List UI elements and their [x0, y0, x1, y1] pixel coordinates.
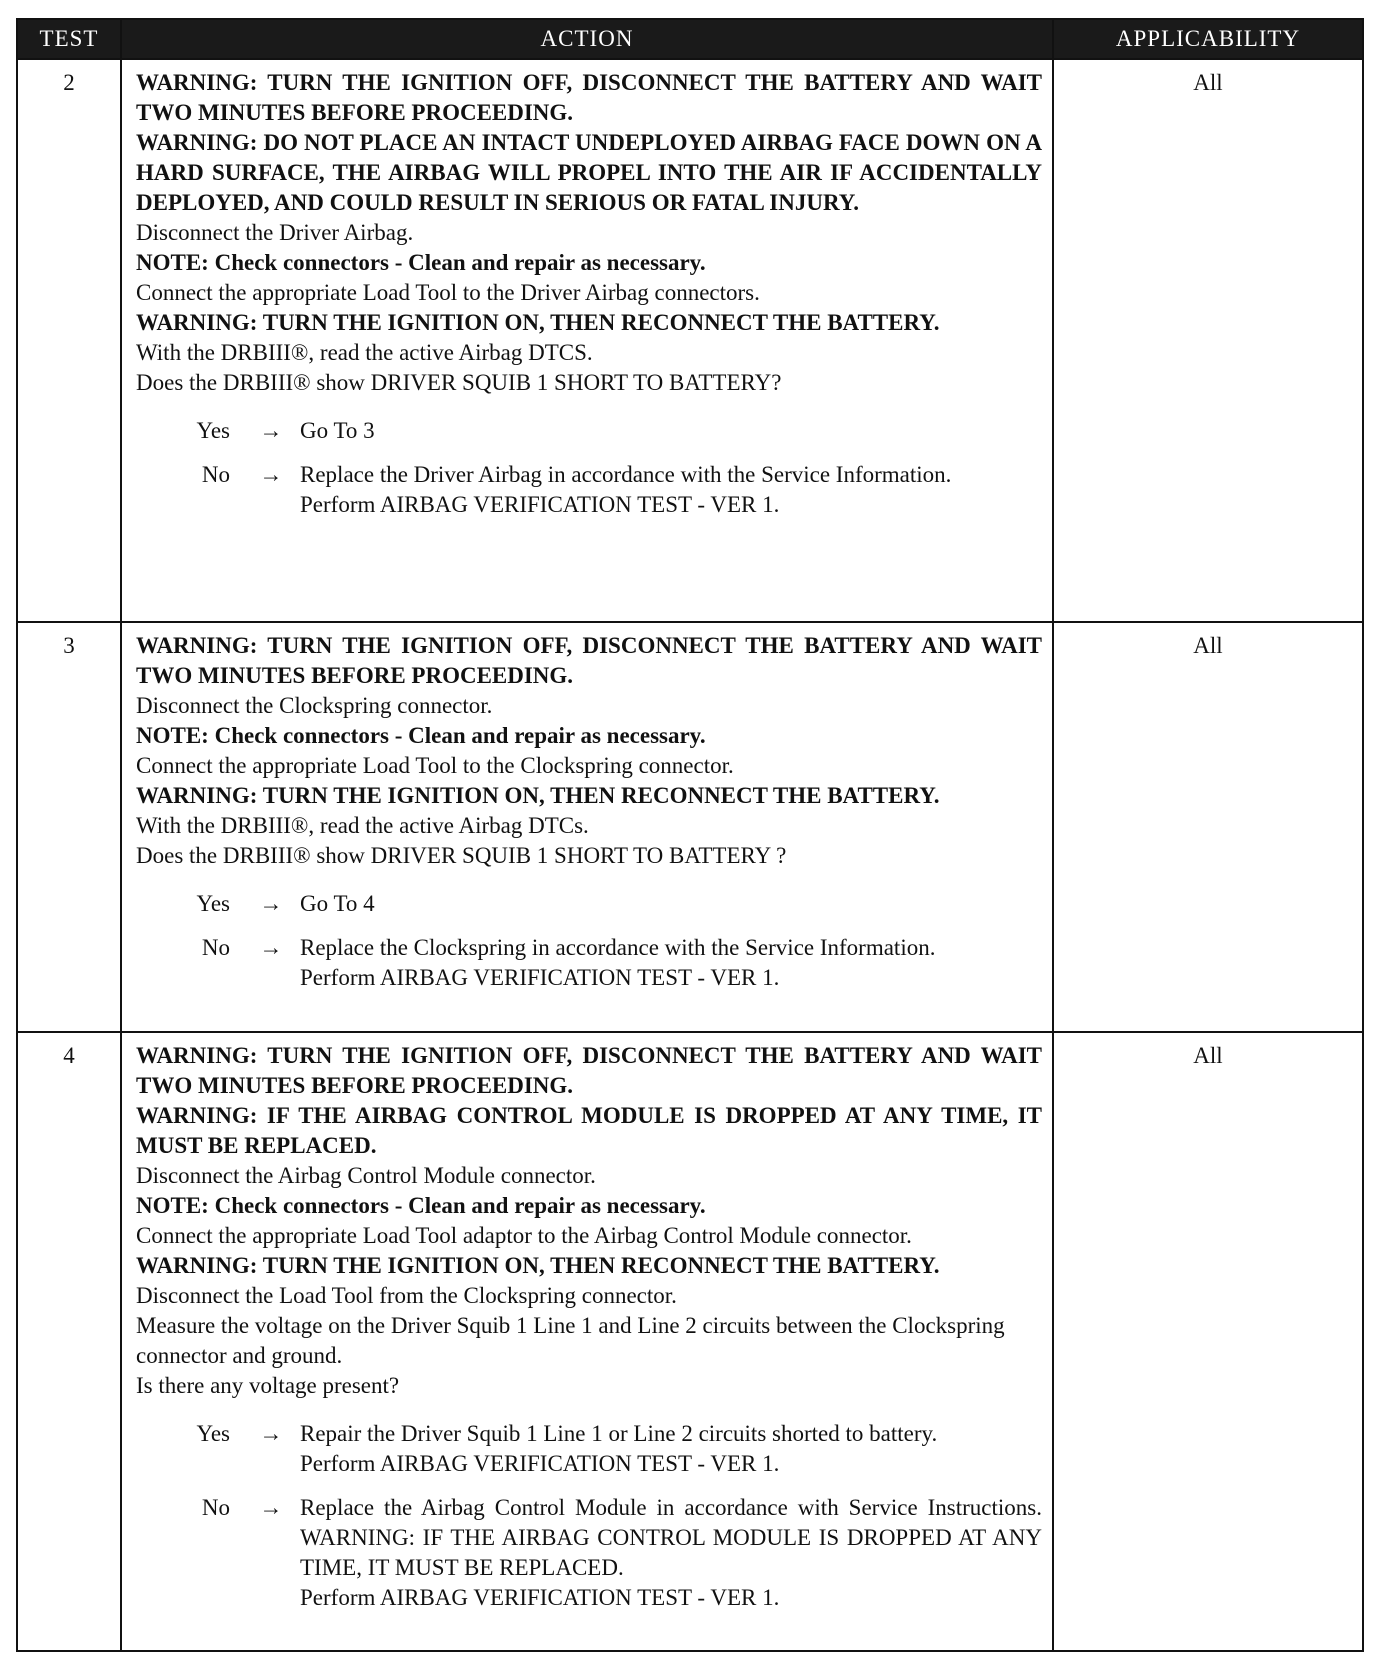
action-column-header: ACTION	[121, 19, 1053, 59]
applicability-column-header: APPLICABILITY	[1053, 19, 1363, 59]
instruction-text: Disconnect the Airbag Control Module connector.	[136, 1163, 596, 1189]
arrow-right-icon: →	[259, 890, 283, 916]
action-cell	[121, 622, 1053, 1032]
applicability-value: All	[1053, 1032, 1363, 1651]
answer-line: Go To 4	[300, 890, 375, 916]
applicability-value: All	[1053, 59, 1363, 622]
instruction-text: Connect the appropriate Load Tool to the Driver Airbag connectors.	[136, 280, 760, 305]
instruction-text: Does the DRBIII® show DRIVER SQUIB 1 SHORT TO BATTERY?	[136, 370, 782, 395]
instruction-text: Disconnect the Clockspring connector.	[136, 692, 493, 718]
arrow-right-icon: →	[259, 418, 283, 443]
test-number: 2	[17, 59, 121, 622]
action-cell	[121, 1032, 1053, 1651]
answer-line: Perform AIRBAG VERIFICATION TEST - VER 1.	[300, 1585, 780, 1611]
answer-no	[136, 933, 1042, 993]
warning-text: NOTE: Check connectors - Clean and repair as necessary.	[136, 250, 706, 275]
arrow-right-icon: →	[259, 934, 283, 960]
instruction-text: With the DRBIII®, read the active Airbag DTCs.	[136, 812, 589, 838]
diagnostic-test-table	[16, 18, 1364, 1652]
instruction-text: Disconnect the Load Tool from the Clockspring connector.	[136, 1283, 677, 1309]
table-row	[17, 59, 1363, 622]
instruction-text: Disconnect the Driver Airbag.	[136, 220, 414, 245]
action-cell	[121, 59, 1053, 622]
table-row	[17, 1032, 1363, 1651]
instruction-text: Connect the appropriate Load Tool to the Clockspring connector.	[136, 752, 734, 778]
answer-label: Yes	[196, 418, 230, 443]
answer-yes	[136, 416, 1042, 446]
warning-text: WARNING: TURN THE IGNITION OFF, DISCONNECT THE BATTERY AND WAIT TWO MINUTES BEFORE PROCEEDING.	[136, 632, 1042, 688]
table-body	[17, 59, 1363, 1651]
answer-text	[300, 1419, 1042, 1479]
answer-text	[300, 933, 1042, 993]
arrow-right-icon: →	[259, 1495, 283, 1521]
answer-no	[136, 1493, 1042, 1613]
test-number: 4	[17, 1032, 121, 1651]
answer-label: No	[201, 934, 230, 960]
instruction-text: With the DRBIII®, read the active Airbag DTCS.	[136, 340, 593, 365]
answer-yes	[136, 1419, 1042, 1479]
answer-label: No	[201, 1495, 230, 1521]
instruction-text: Does the DRBIII® show DRIVER SQUIB 1 SHORT TO BATTERY ?	[136, 842, 787, 868]
warning-text: WARNING: TURN THE IGNITION OFF, DISCONNECT THE BATTERY AND WAIT TWO MINUTES BEFORE PROCEEDING.	[136, 1043, 1042, 1099]
answer-text	[300, 416, 1042, 446]
instruction-text: Measure the voltage on the Driver Squib 1 Line 1 and Line 2 circuits between the Clockspring connector and ground.	[136, 1313, 1005, 1369]
answer-yes	[136, 889, 1042, 919]
instruction-text: Connect the appropriate Load Tool adaptor to the Airbag Control Module connector.	[136, 1223, 912, 1249]
arrow-right-icon: →	[259, 462, 283, 487]
answer-line: Perform AIRBAG VERIFICATION TEST - VER 1.	[300, 492, 780, 517]
answer-line: Replace the Clockspring in accordance with the Service Information.	[300, 934, 936, 960]
warning-text: WARNING: TURN THE IGNITION ON, THEN RECONNECT THE BATTERY.	[136, 310, 940, 335]
answer-text	[300, 889, 1042, 919]
answer-line: Go To 3	[300, 418, 375, 443]
warning-text: NOTE: Check connectors - Clean and repair as necessary.	[136, 722, 706, 748]
answer-line: Replace the Driver Airbag in accordance with the Service Information.	[300, 462, 952, 487]
test-column-header: TEST	[17, 19, 121, 59]
answer-line: Replace the Airbag Control Module in accordance with Service Instructions. WARNING: IF THE AIRBAG CONTROL MODULE IS DROPPED AT ANY TIME, IT MUST BE REPLACED.	[300, 1495, 1042, 1581]
arrow-right-icon: →	[259, 1421, 283, 1447]
table-header-row	[17, 19, 1363, 59]
applicability-value: All	[1053, 622, 1363, 1032]
warning-text: WARNING: IF THE AIRBAG CONTROL MODULE IS DROPPED AT ANY TIME, IT MUST BE REPLACED.	[136, 1103, 1042, 1159]
answer-no	[136, 460, 1042, 520]
table-row	[17, 622, 1363, 1032]
answer-label: Yes	[196, 890, 230, 916]
answer-text	[300, 460, 1042, 520]
warning-text: WARNING: DO NOT PLACE AN INTACT UNDEPLOYED AIRBAG FACE DOWN ON A HARD SURFACE, THE AIRBAG WILL PROPEL INTO THE AIR IF ACCIDENTALLY DEPLOYED, AND COULD RESULT IN SERIOUS OR FATAL INJURY.	[136, 130, 1042, 215]
answer-line: Perform AIRBAG VERIFICATION TEST - VER 1.	[300, 964, 780, 990]
answer-text	[300, 1493, 1042, 1613]
warning-text: NOTE: Check connectors - Clean and repair as necessary.	[136, 1193, 706, 1219]
warning-text: WARNING: TURN THE IGNITION ON, THEN RECONNECT THE BATTERY.	[136, 782, 940, 808]
answer-line: Repair the Driver Squib 1 Line 1 or Line 2 circuits shorted to battery.	[300, 1421, 938, 1447]
answer-line: Perform AIRBAG VERIFICATION TEST - VER 1.	[300, 1451, 780, 1477]
warning-text: WARNING: TURN THE IGNITION OFF, DISCONNECT THE BATTERY AND WAIT TWO MINUTES BEFORE PROCEEDING.	[136, 70, 1042, 125]
test-number: 3	[17, 622, 121, 1032]
instruction-text: Is there any voltage present?	[136, 1373, 400, 1399]
warning-text: WARNING: TURN THE IGNITION ON, THEN RECONNECT THE BATTERY.	[136, 1253, 940, 1279]
answer-label: Yes	[196, 1421, 230, 1447]
answer-label: No	[201, 462, 230, 487]
